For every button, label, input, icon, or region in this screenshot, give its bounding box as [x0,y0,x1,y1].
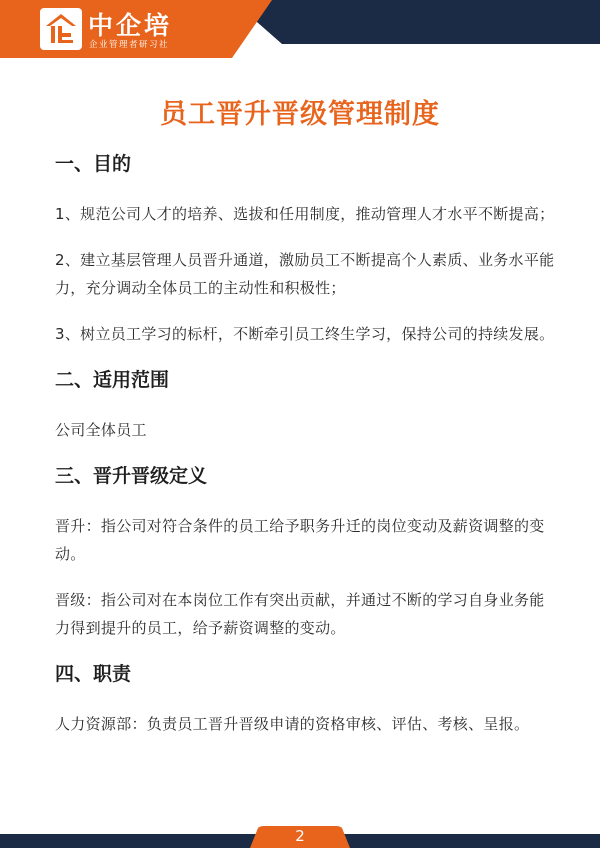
document-title: 员工晋升晋级管理制度 [160,99,440,130]
paragraph: 公司全体员工 [55,421,147,439]
page-number: 2 [295,827,305,845]
house-enterprise-icon [44,12,78,46]
header-banner [0,0,600,58]
document-body [55,150,555,756]
brand-logo [40,8,82,50]
section-scope [55,366,555,444]
paragraph: 1、规范公司人才的培养、选拔和任用制度，推动管理人才水平不断提高； [55,205,555,223]
brand-subtitle: 企业管理者研习社 [89,40,170,50]
section-definitions [55,462,555,642]
watermark: 头条 @企业管理研习社 [466,815,590,829]
paragraph: 晋级：指公司对在本岗位工作有突出贡献，并通过不断的学习自身业务能力得到提升的员工，给予薪资调整的变动。 [55,591,545,637]
section-responsibilities [55,660,555,738]
paragraph: 2、建立基层管理人员晋升通道，激励员工不断提高个人素质、业务水平能力，充分调动全体员工的主动性和积极性； [55,251,555,297]
section-heading: 四、职责 [55,663,132,685]
section-purpose [55,150,555,348]
paragraph: 晋升：指公司对符合条件的员工给予职务升迁的岗位变动及薪资调整的变动。 [55,517,545,563]
paragraph: 3、树立员工学习的标杆，不断牵引员工终生学习，保持公司的持续发展。 [55,325,555,343]
section-heading: 二、适用范围 [55,369,170,391]
section-heading: 三、晋升晋级定义 [55,465,208,487]
section-heading: 一、目的 [55,153,132,175]
paragraph: 人力资源部：负责员工晋升晋级申请的资格审核、评估、考核、呈报。 [55,715,530,733]
brand-name: 中企培 [88,11,173,40]
